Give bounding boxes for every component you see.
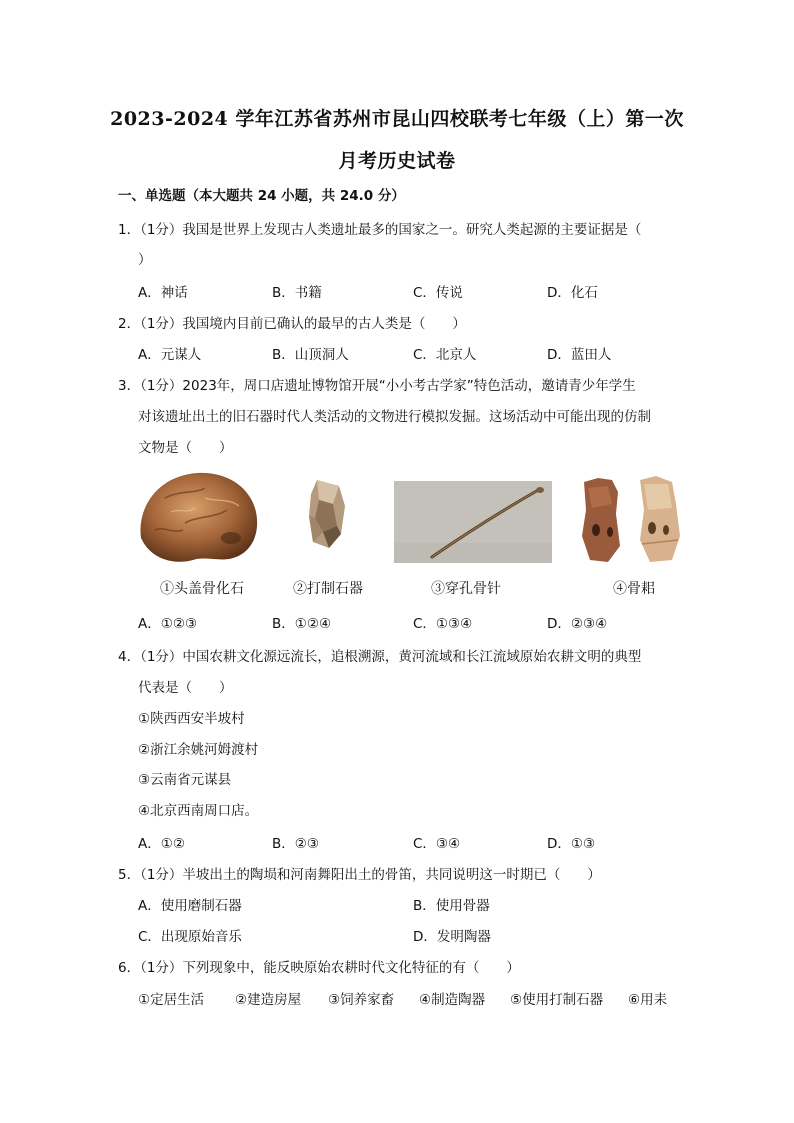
- bone-spade-image: [578, 474, 690, 566]
- q1-option-b[interactable]: B．书籍: [272, 285, 322, 301]
- q3-option-a[interactable]: A．①②③: [138, 616, 198, 632]
- q3-option-c[interactable]: C．①③④: [413, 616, 473, 632]
- q3-stem-cont2: 文物是（ ）: [138, 440, 233, 456]
- q5-option-c[interactable]: C．出现原始音乐: [138, 929, 242, 945]
- q4-item-3: ③云南省元谋县: [138, 772, 232, 788]
- q4-stem-cont: 代表是（ ）: [138, 680, 233, 696]
- q4-option-c[interactable]: C．③④: [413, 836, 461, 852]
- q2-option-b[interactable]: B．山顶洞人: [272, 347, 349, 363]
- q3-stem: 3．（1分）2023年，周口店遗址博物馆开展“小小考古学家”特色活动，邀请青少年学生: [118, 378, 636, 394]
- q3-option-d[interactable]: D．②③④: [547, 616, 608, 632]
- q1-stem: 1．（1分）我国是世界上发现古人类遗址最多的国家之一。研究人类起源的主要证据是（: [118, 222, 642, 238]
- q6-item-1: ①定居生活: [138, 992, 205, 1008]
- q4-stem: 4．（1分）中国农耕文化源远流长，追根溯源，黄河流域和长江流域原始农耕文明的典型: [118, 649, 642, 665]
- q1-stem-cont: ）: [138, 252, 152, 268]
- q5-option-d[interactable]: D．发明陶器: [413, 929, 491, 945]
- q4-option-a[interactable]: A．①②: [138, 836, 185, 852]
- section-heading: 一、单选题（本大题共 24 小题，共 24.0 分）: [118, 188, 405, 204]
- q6-item-2: ②建造房屋: [235, 992, 302, 1008]
- q4-option-d[interactable]: D．①③: [547, 836, 596, 852]
- q5-option-b[interactable]: B．使用骨器: [413, 898, 490, 914]
- q1-option-c[interactable]: C．传说: [413, 285, 463, 301]
- q2-option-d[interactable]: D．蓝田人: [547, 347, 612, 363]
- q1-option-a[interactable]: A．神话: [138, 285, 188, 301]
- q6-item-5: ⑤使用打制石器: [510, 992, 604, 1008]
- q3-option-b[interactable]: B．①②④: [272, 616, 332, 632]
- q2-stem: 2．（1分）我国境内目前已确认的最早的古人类是（ ）: [118, 316, 466, 332]
- q4-item-2: ②浙江余姚河姆渡村: [138, 742, 259, 758]
- q2-option-a[interactable]: A．元谋人: [138, 347, 202, 363]
- q6-item-3: ③饲养家畜: [328, 992, 395, 1008]
- exam-title-line2: 月考历史试卷: [338, 150, 456, 172]
- q1-option-d[interactable]: D．化石: [547, 285, 598, 301]
- q2-option-c[interactable]: C．北京人: [413, 347, 477, 363]
- q5-stem: 5．（1分）半坡出土的陶埙和河南舞阳出土的骨笛，共同说明这一时期已（ ）: [118, 867, 601, 883]
- q6-stem: 6．（1分）下列现象中，能反映原始农耕时代文化特征的有（ ）: [118, 960, 520, 976]
- skull-fossil-image: [135, 468, 263, 566]
- chipped-stone-tool-image: [303, 476, 349, 552]
- exam-title-line1: 2023-2024 学年江苏省苏州市昆山四校联考七年级（上）第一次: [110, 108, 684, 130]
- q3-stem-cont1: 对该遗址出土的旧石器时代人类活动的文物进行模拟发掘。这场活动中可能出现的仿制: [138, 409, 651, 425]
- q6-item-4: ④制造陶器: [419, 992, 486, 1008]
- bone-needle-image: [394, 481, 552, 563]
- q4-option-b[interactable]: B．②③: [272, 836, 319, 852]
- caption-bone-spade: ④骨耜: [613, 581, 655, 597]
- q5-option-a[interactable]: A．使用磨制石器: [138, 898, 242, 914]
- caption-bone-needle: ③穿孔骨针: [431, 581, 501, 597]
- q6-item-6: ⑥用耒: [628, 992, 668, 1008]
- caption-skull: ①头盖骨化石: [160, 581, 244, 597]
- q4-item-4: ④北京西南周口店。: [138, 803, 259, 819]
- q4-item-1: ①陕西西安半坡村: [138, 711, 245, 727]
- caption-stone-tool: ②打制石器: [293, 581, 363, 597]
